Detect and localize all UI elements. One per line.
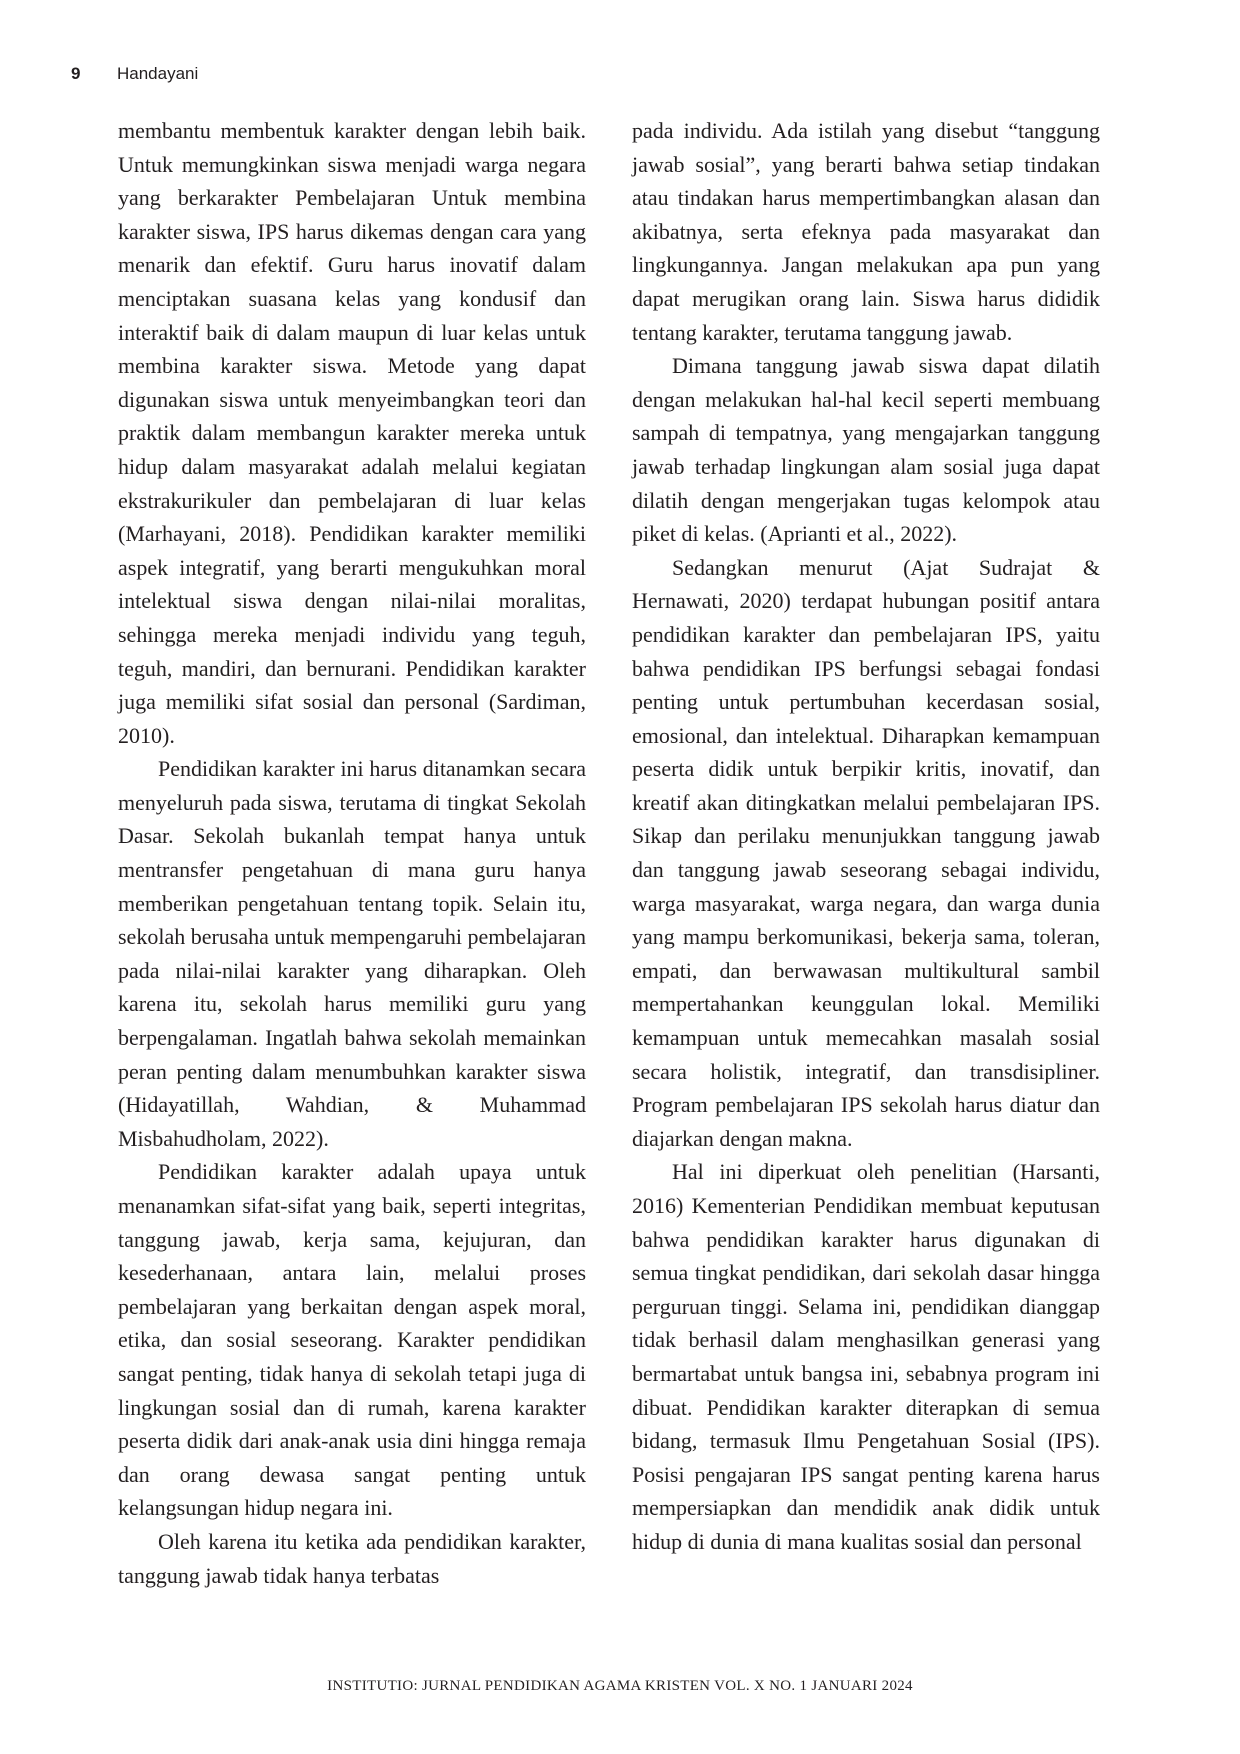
paragraph: Pendidikan karakter ini harus ditanamkan secara menyeluruh pada siswa, terutama di tingkat Sekolah Dasar. Sekolah bukanlah tempat hanya untuk mentransfer pengetahuan di mana guru hanya memberikan pengetahuan tentang topik. Selain itu, sekolah berusaha untuk mempengaruhi pembelajaran pada nilai-nilai karakter yang diharapkan. Oleh karena itu, sekolah harus memiliki guru yang berpengalaman. Ingatlah bahwa sekolah memainkan peran penting dalam menumbuhkan karakter siswa (Hidayatillah, Wahdian, & Muhammad Misbahudholam, 2022). — [118, 756, 586, 1151]
paragraph: Pendidikan karakter adalah upaya untuk menanamkan sifat-sifat yang baik, seperti integritas, tanggung jawab, kerja sama, kejujuran, dan kesederhanaan, antara lain, melalui proses pembelajaran yang berkaitan dengan aspek moral, etika, dan sosial seseorang. Karakter pendidikan sangat penting, tidak hanya di sekolah tetapi juga di lingkungan sosial dan di rumah, karena karakter peserta didik dari anak-anak usia dini hingga remaja dan orang dewasa sangat penting untuk kelangsungan hidup negara ini. — [118, 1159, 586, 1521]
left-column — [118, 114, 586, 1592]
paragraph: pada individu. Ada istilah yang disebut “tanggung jawab sosial”, yang berarti bahwa setiap tindakan atau tindakan harus mempertimbangkan alasan dan akibatnya, serta efeknya pada masyarakat dan lingkungannya. Jangan melakukan apa pun yang dapat merugikan orang lain. Siswa harus dididik tentang karakter, terutama tanggung jawab. — [632, 118, 1100, 345]
paragraph: Oleh karena itu ketika ada pendidikan karakter, tanggung jawab tidak hanya terbatas — [118, 1528, 586, 1588]
paragraph: Sedangkan menurut (Ajat Sudrajat & Hernawati, 2020) terdapat hubungan positif antara pendidikan karakter dan pembelajaran IPS, yaitu bahwa pendidikan IPS berfungsi sebagai fondasi penting untuk pertumbuhan kecerdasan sosial, emosional, dan intelektual. Diharapkan kemampuan peserta didik untuk berpikir kritis, inovatif, dan kreatif akan ditingkatkan melalui pembelajaran IPS. Sikap dan perilaku menunjukkan tanggung jawab dan tanggung jawab seseorang sebagai individu, warga masyarakat, warga negara, dan warga dunia yang mampu berkomunikasi, bekerja sama, toleran, empati, dan berwawasan multikultural sambil mempertahankan keunggulan lokal. Memiliki kemampuan untuk memecahkan masalah sosial secara holistik, integratif, dan transdisipliner. Program pembelajaran IPS sekolah harus diatur dan diajarkan dengan makna. — [632, 554, 1100, 1151]
paragraph: membantu membentuk karakter dengan lebih baik. Untuk memungkinkan siswa menjadi warga negara yang berkarakter Pembelajaran Untuk membina karakter siswa, IPS harus dikemas dengan cara yang menarik dan efektif. Guru harus inovatif dalam menciptakan suasana kelas yang kondusif dan interaktif baik di dalam maupun di luar kelas untuk membina karakter siswa. Metode yang dapat digunakan siswa untuk menyeimbangkan teori dan praktik dalam membangun karakter mereka untuk hidup dalam masyarakat adalah melalui kegiatan ekstrakurikuler dan pembelajaran di luar kelas (Marhayani, 2018). Pendidikan karakter memiliki aspek integratif, yang berarti mengukuhkan moral intelektual siswa dengan nilai-nilai moralitas, sehingga mereka menjadi individu yang teguh, teguh, mandiri, dan bernurani. Pendidikan karakter juga memiliki sifat sosial dan personal (Sardiman, 2010). — [118, 118, 586, 748]
right-column — [632, 114, 1100, 1559]
journal-footer: INSTITUTIO: JURNAL PENDIDIKAN AGAMA KRISTEN VOL. X NO. 1 JANUARI 2024 — [327, 1678, 913, 1694]
paragraph: Hal ini diperkuat oleh penelitian (Harsanti, 2016) Kementerian Pendidikan membuat keputusan bahwa pendidikan karakter harus digunakan di semua tingkat pendidikan, dari sekolah dasar hingga perguruan tinggi. Selama ini, pendidikan dianggap tidak berhasil dalam menghasilkan generasi yang bermartabat untuk bangsa ini, sebabnya program ini dibuat. Pendidikan karakter diterapkan di semua bidang, termasuk Ilmu Pengetahuan Sosial (IPS). Posisi pengajaran IPS sangat penting karena harus mempersiapkan dan mendidik anak didik untuk hidup di dunia di mana kualitas sosial dan personal — [632, 1159, 1100, 1554]
page-number: 9 — [71, 64, 81, 83]
running-head-author: Handayani — [117, 64, 199, 83]
paragraph: Dimana tanggung jawab siswa dapat dilatih dengan melakukan hal-hal kecil seperti membuang sampah di tempatnya, yang mengajarkan tanggung jawab terhadap lingkungan alam sosial juga dapat dilatih dengan mengerjakan tugas kelompok atau piket di kelas. (Aprianti et al., 2022). — [632, 353, 1100, 547]
